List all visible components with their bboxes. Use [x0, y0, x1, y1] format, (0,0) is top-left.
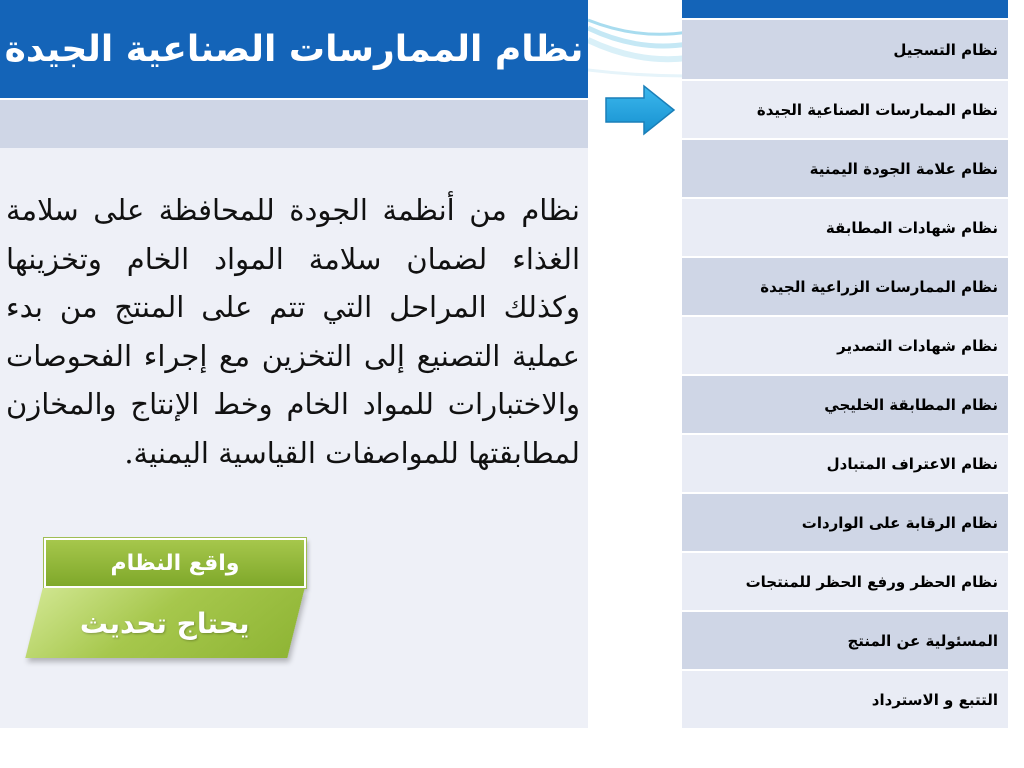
bottom-margin	[0, 728, 1024, 768]
menu-item-label: نظام علامة الجودة اليمنية	[809, 159, 998, 178]
menu-item-product-liability[interactable]	[682, 610, 1008, 669]
right-arrow-icon	[604, 84, 676, 136]
page-title: نظام الممارسات الصناعية الجيدة	[4, 28, 584, 70]
menu-item-export-certificates[interactable]	[682, 315, 1008, 374]
menu-item-label: التتبع و الاسترداد	[871, 690, 998, 709]
menu-item-quality-mark[interactable]	[682, 138, 1008, 197]
menu-item-conformity-certificates[interactable]	[682, 197, 1008, 256]
status-value: يحتاج تحديث	[80, 606, 250, 640]
menu-item-label: نظام الرقابة على الواردات	[801, 513, 998, 532]
menu-item-label: نظام شهادات التصدير	[837, 336, 998, 355]
description-text: نظام من أنظمة الجودة للمحافظة على سلامة الغذاء لضمان سلامة المواد الخام وتخزينها وكذلك المراحل التي تتم على المنتج من بدء عملية التصنيع إلى التخزين مع إجراء الفحوصات والاختبارات للمواد الخام وخط الإنتاج والمخازن لمطابقتها للمواصفات القياسية اليمنية.	[6, 193, 580, 470]
menu-header	[682, 0, 1008, 18]
menu-item-label: نظام الممارسات الزراعية الجيدة	[760, 277, 998, 296]
status-value-button[interactable]	[25, 588, 304, 658]
menu-item-label: نظام التسجيل	[893, 40, 998, 59]
title-bar	[0, 0, 588, 98]
menu-item-traceability[interactable]	[682, 669, 1008, 728]
menu-item-gmp[interactable]	[682, 79, 1008, 138]
menu-item-label: المسئولية عن المنتج	[847, 631, 998, 650]
menu-item-label: نظام الممارسات الصناعية الجيدة	[756, 100, 998, 119]
menu-item-mutual-recognition[interactable]	[682, 433, 1008, 492]
menu-item-gulf-conformity[interactable]	[682, 374, 1008, 433]
title-sub-band	[0, 98, 588, 148]
systems-menu	[682, 0, 1008, 728]
menu-item-import-control[interactable]	[682, 492, 1008, 551]
status-label: واقع النظام	[110, 550, 240, 576]
status-label-button[interactable]	[44, 538, 306, 588]
menu-item-registration[interactable]	[682, 18, 1008, 79]
menu-item-label: نظام المطابقة الخليجي	[824, 395, 998, 414]
menu-item-gap[interactable]	[682, 256, 1008, 315]
menu-item-product-ban[interactable]	[682, 551, 1008, 610]
menu-item-label: نظام الاعتراف المتبادل	[826, 454, 998, 473]
menu-item-label: نظام الحظر ورفع الحظر للمنتجات	[745, 572, 998, 591]
menu-item-label: نظام شهادات المطابقة	[825, 218, 998, 237]
